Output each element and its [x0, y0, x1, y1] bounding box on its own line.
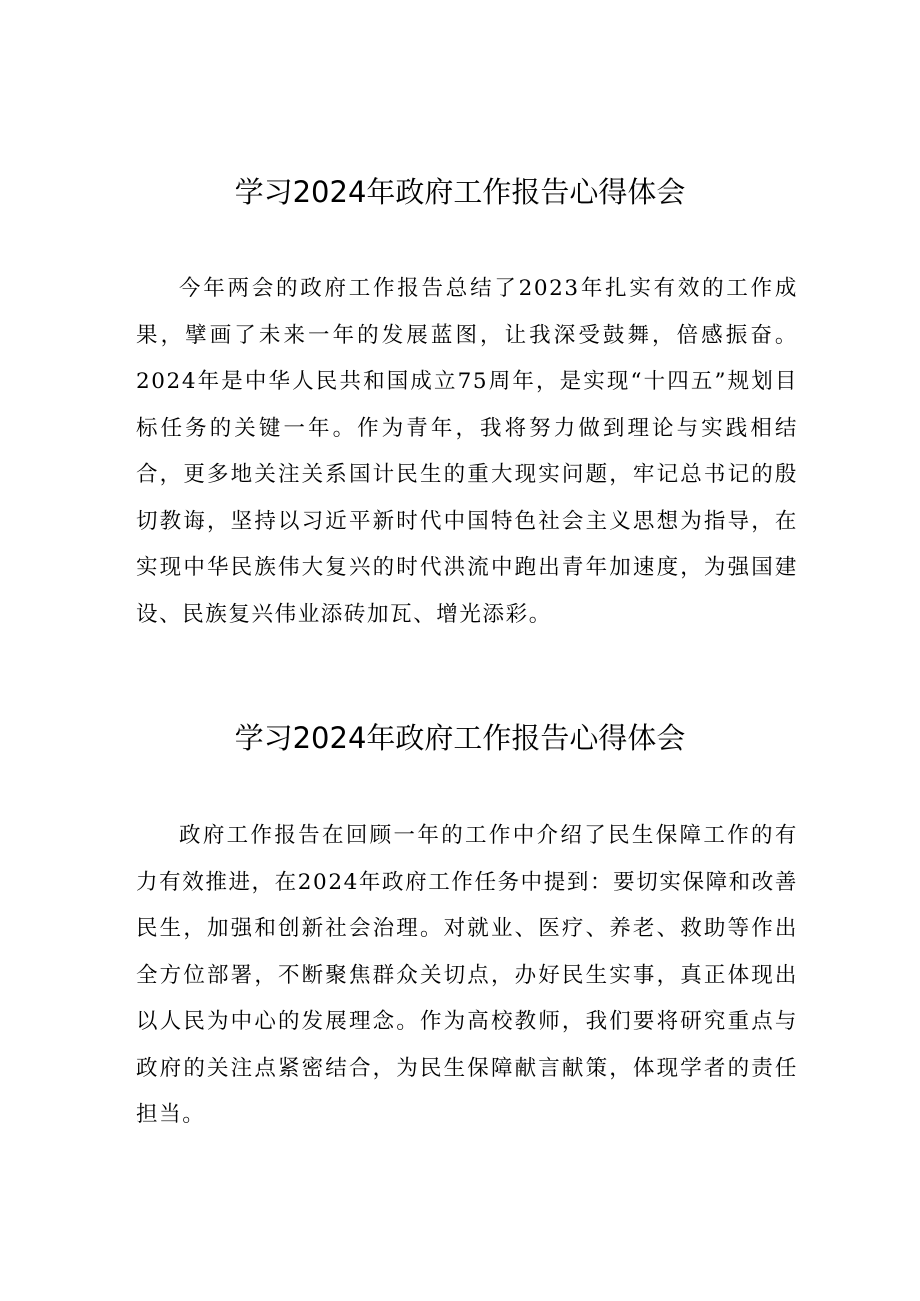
section-2-body: 政府工作报告在回顾一年的工作中介绍了民生保障工作的有力有效推进，在2024年政府工作任务中提到：要切实保障和改善民生，加强和创新社会治理。对就业、医疗、养老、救助等作出全方位部署，不断聚焦群众关切点，办好民生实事，真正体现出以人民为中心的发展理念。作为高校教师，我们要将研究重点与政府的关注点紧密结合，为民生保障献言献策，体现学者的责任担当。 — [136, 823, 798, 1127]
section-1-body: 今年两会的政府工作报告总结了2023年扎实有效的工作成果，擘画了未来一年的发展蓝图，让我深受鼓舞，倍感振奋。2024年是中华人民共和国成立75周年，是实现“十四五”规划目标任务的关键一年。作为青年，我将努力做到理论与实践相结合，更多地关注关系国计民生的重大现实问题，牢记总书记的殷切教诲，坚持以习近平新时代中国特色社会主义思想为指导，在实现中华民族伟大复兴的时代洪流中跑出青年加速度，为强国建设、民族复兴伟业添砖加瓦、增光添彩。 — [136, 276, 798, 627]
section-2-title: 学习2024年政府工作报告心得体会 — [234, 721, 686, 755]
section-1-title: 学习2024年政府工作报告心得体会 — [234, 175, 686, 209]
